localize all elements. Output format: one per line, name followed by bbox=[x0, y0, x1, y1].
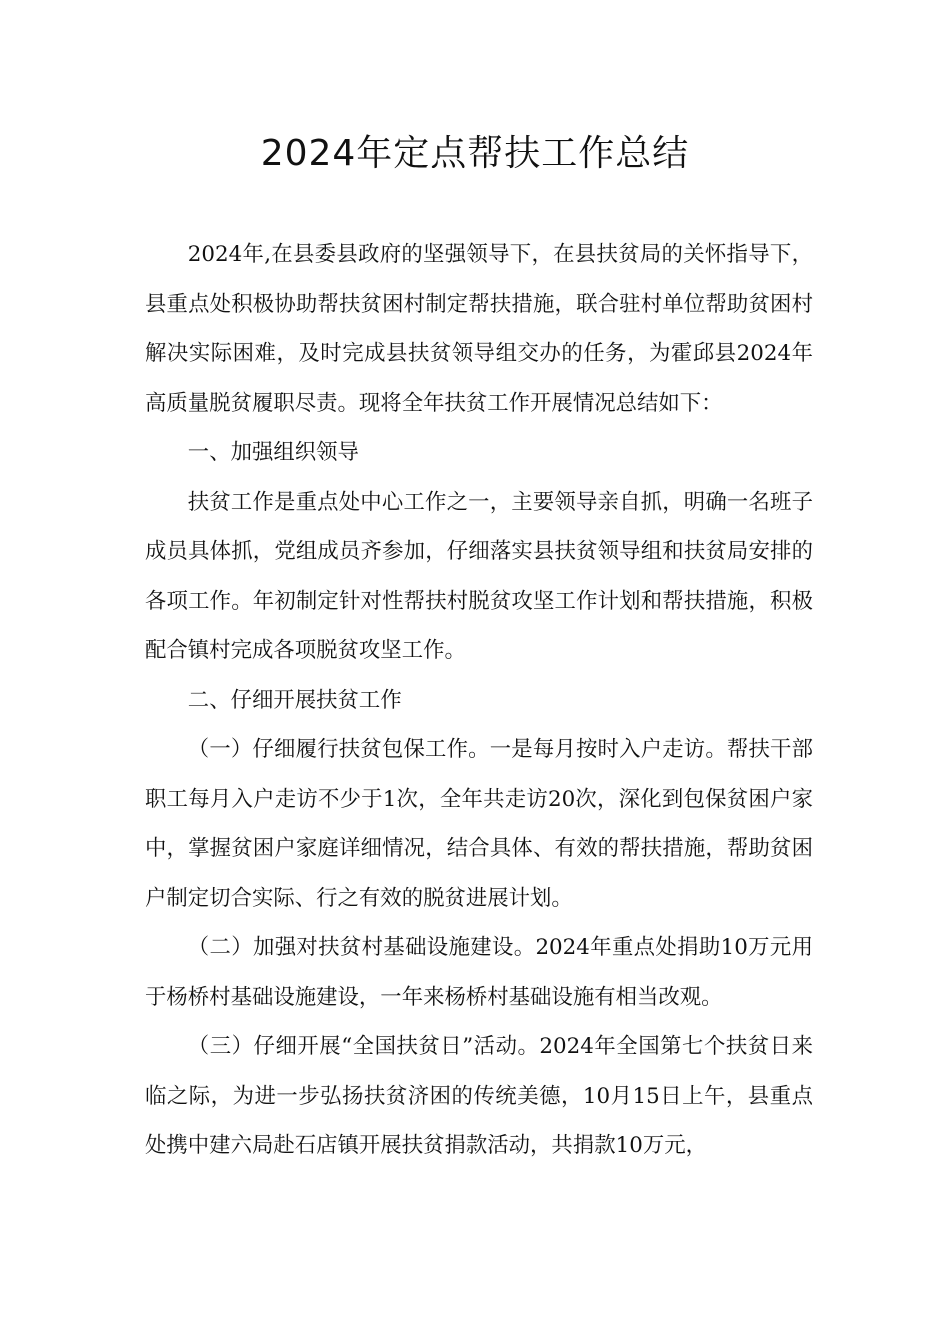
section-heading-1: 一、加强组织领导 bbox=[187, 440, 359, 465]
intro-paragraph: 2024年,在县委县政府的坚强领导下，在县扶贫局的关怀指导下，县重点处积极协助帮扶贫困村制定帮扶措施，联合驻村单位帮助贫困村解决实际困难，及时完成县扶贫领导组交办的任务，为霍邱县2024年高质量脱贫履职尽责。现将全年扶贫工作开展情况总结如下： bbox=[145, 242, 813, 416]
section-2-item-3: （三）仔细开展“全国扶贫日”活动。2024年全国第七个扶贫日来临之际，为进一步弘扬扶贫济困的传统美德，10月15日上午，县重点处携中建六局赴石店镇开展扶贫捐款活动，共捐款10万元， bbox=[145, 1034, 813, 1158]
document-title: 2024年定点帮扶工作总结 bbox=[260, 133, 690, 174]
section-1-paragraph: 扶贫工作是重点处中心工作之一，主要领导亲自抓，明确一名班子成员具体抓，党组成员齐参加，仔细落实县扶贫领导组和扶贫局安排的各项工作。年初制定针对性帮扶村脱贫攻坚工作计划和帮扶措施，积极配合镇村完成各项脱贫攻坚工作。 bbox=[145, 489, 813, 663]
section-heading-2: 二、仔细开展扶贫工作 bbox=[187, 687, 402, 713]
section-2-item-2: （二）加强对扶贫村基础设施建设。2024年重点处捐助10万元用于杨桥村基础设施建设，一年来杨桥村基础设施有相当改观。 bbox=[145, 935, 813, 1010]
document-body bbox=[145, 230, 813, 1171]
section-2-item-1: （一）仔细履行扶贫包保工作。一是每月按时入户走访。帮扶干部职工每月入户走访不少于1次，全年共走访20次，深化到包保贫困户家中，掌握贫困户家庭详细情况，结合具体、有效的帮扶措施，帮助贫困户制定切合实际、行之有效的脱贫进展计划。 bbox=[145, 737, 813, 911]
